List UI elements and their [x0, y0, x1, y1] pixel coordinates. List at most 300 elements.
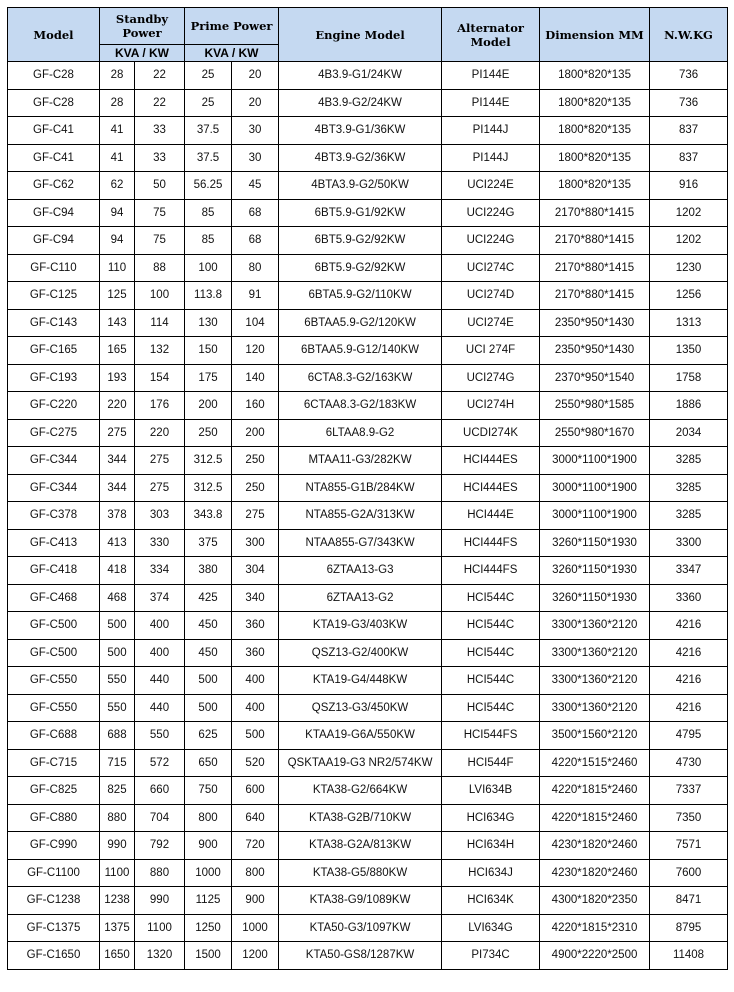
- alternator-model-cell: HCI544C: [442, 694, 540, 722]
- model-cell: GF-C94: [8, 227, 100, 255]
- standby-kw-cell: 374: [135, 584, 185, 612]
- standby-kw-cell: 704: [135, 804, 185, 832]
- standby-kw-cell: 22: [135, 89, 185, 117]
- header-standby-units: KVA / KW: [100, 45, 185, 62]
- standby-kw-cell: 990: [135, 887, 185, 915]
- alternator-model-cell: HCI544C: [442, 667, 540, 695]
- weight-cell: 3347: [650, 557, 728, 585]
- table-row: [8, 942, 728, 970]
- standby-kva-cell: 41: [100, 117, 135, 145]
- engine-model-cell: QSZ13-G2/400KW: [279, 639, 442, 667]
- weight-cell: 1202: [650, 227, 728, 255]
- standby-kva-cell: 688: [100, 722, 135, 750]
- weight-cell: 1230: [650, 254, 728, 282]
- model-cell: GF-C550: [8, 667, 100, 695]
- weight-cell: 1202: [650, 199, 728, 227]
- model-cell: GF-C500: [8, 639, 100, 667]
- dimension-cell: 4220*1815*2460: [540, 777, 650, 805]
- weight-cell: 8471: [650, 887, 728, 915]
- standby-kw-cell: 660: [135, 777, 185, 805]
- weight-cell: 3285: [650, 474, 728, 502]
- engine-model-cell: NTA855-G1B/284KW: [279, 474, 442, 502]
- prime-kva-cell: 375: [185, 529, 232, 557]
- prime-kw-cell: 140: [232, 364, 279, 392]
- dimension-cell: 1800*820*135: [540, 62, 650, 90]
- weight-cell: 3285: [650, 447, 728, 475]
- standby-kw-cell: 88: [135, 254, 185, 282]
- engine-model-cell: 6ZTAA13-G3: [279, 557, 442, 585]
- prime-kva-cell: 85: [185, 227, 232, 255]
- table-row: [8, 392, 728, 420]
- standby-kva-cell: 28: [100, 89, 135, 117]
- weight-cell: 1758: [650, 364, 728, 392]
- engine-model-cell: 4BTA3.9-G2/50KW: [279, 172, 442, 200]
- standby-kva-cell: 500: [100, 612, 135, 640]
- alternator-model-cell: HCI634H: [442, 832, 540, 860]
- standby-kva-cell: 94: [100, 227, 135, 255]
- prime-kva-cell: 25: [185, 62, 232, 90]
- dimension-cell: 2170*880*1415: [540, 282, 650, 310]
- dimension-cell: 1800*820*135: [540, 172, 650, 200]
- standby-kva-cell: 1100: [100, 859, 135, 887]
- engine-model-cell: 6BTAA5.9-G2/120KW: [279, 309, 442, 337]
- prime-kva-cell: 312.5: [185, 447, 232, 475]
- engine-model-cell: KTA38-G2/664KW: [279, 777, 442, 805]
- engine-model-cell: KTA38-G9/1089KW: [279, 887, 442, 915]
- prime-kw-cell: 640: [232, 804, 279, 832]
- model-cell: GF-C880: [8, 804, 100, 832]
- table-row: [8, 529, 728, 557]
- table-row: [8, 832, 728, 860]
- prime-kva-cell: 250: [185, 419, 232, 447]
- prime-kw-cell: 304: [232, 557, 279, 585]
- prime-kw-cell: 160: [232, 392, 279, 420]
- prime-kva-cell: 900: [185, 832, 232, 860]
- model-cell: GF-C28: [8, 89, 100, 117]
- table-row: [8, 722, 728, 750]
- engine-model-cell: QSZ13-G3/450KW: [279, 694, 442, 722]
- prime-kva-cell: 1125: [185, 887, 232, 915]
- prime-kw-cell: 360: [232, 639, 279, 667]
- engine-model-cell: KTA19-G4/448KW: [279, 667, 442, 695]
- engine-model-cell: NTAA855-G7/343KW: [279, 529, 442, 557]
- model-cell: GF-C468: [8, 584, 100, 612]
- model-cell: GF-C418: [8, 557, 100, 585]
- alternator-model-cell: UCI224G: [442, 227, 540, 255]
- weight-cell: 1886: [650, 392, 728, 420]
- prime-kw-cell: 600: [232, 777, 279, 805]
- table-row: [8, 227, 728, 255]
- prime-kw-cell: 720: [232, 832, 279, 860]
- engine-model-cell: KTA38-G2A/813KW: [279, 832, 442, 860]
- prime-kw-cell: 80: [232, 254, 279, 282]
- model-cell: GF-C500: [8, 612, 100, 640]
- weight-cell: 2034: [650, 419, 728, 447]
- prime-kw-cell: 300: [232, 529, 279, 557]
- standby-kw-cell: 880: [135, 859, 185, 887]
- header-engine-model: Engine Model: [279, 8, 442, 62]
- weight-cell: 7350: [650, 804, 728, 832]
- engine-model-cell: KTA38-G2B/710KW: [279, 804, 442, 832]
- weight-cell: 4216: [650, 667, 728, 695]
- dimension-cell: 4220*1815*2310: [540, 914, 650, 942]
- table-row: [8, 667, 728, 695]
- standby-kva-cell: 468: [100, 584, 135, 612]
- dimension-cell: 2170*880*1415: [540, 227, 650, 255]
- standby-kw-cell: 792: [135, 832, 185, 860]
- model-cell: GF-C62: [8, 172, 100, 200]
- table-row: [8, 447, 728, 475]
- standby-kw-cell: 1100: [135, 914, 185, 942]
- standby-kw-cell: 275: [135, 474, 185, 502]
- table-row: [8, 337, 728, 365]
- engine-model-cell: 6BT5.9-G1/92KW: [279, 199, 442, 227]
- weight-cell: 3285: [650, 502, 728, 530]
- table-row: [8, 749, 728, 777]
- table-row: [8, 282, 728, 310]
- standby-kva-cell: 62: [100, 172, 135, 200]
- weight-cell: 8795: [650, 914, 728, 942]
- alternator-model-cell: HCI634J: [442, 859, 540, 887]
- prime-kva-cell: 425: [185, 584, 232, 612]
- engine-model-cell: NTA855-G2A/313KW: [279, 502, 442, 530]
- dimension-cell: 3260*1150*1930: [540, 584, 650, 612]
- prime-kw-cell: 360: [232, 612, 279, 640]
- table-row: [8, 914, 728, 942]
- standby-kw-cell: 176: [135, 392, 185, 420]
- prime-kva-cell: 625: [185, 722, 232, 750]
- table-row: [8, 62, 728, 90]
- alternator-model-cell: HCI444ES: [442, 474, 540, 502]
- alternator-model-cell: HCI544FS: [442, 722, 540, 750]
- weight-cell: 1256: [650, 282, 728, 310]
- standby-kva-cell: 825: [100, 777, 135, 805]
- standby-kva-cell: 94: [100, 199, 135, 227]
- engine-model-cell: 4B3.9-G2/24KW: [279, 89, 442, 117]
- standby-kva-cell: 550: [100, 667, 135, 695]
- standby-kw-cell: 400: [135, 612, 185, 640]
- standby-kw-cell: 100: [135, 282, 185, 310]
- dimension-cell: 3300*1360*2120: [540, 694, 650, 722]
- dimension-cell: 2170*880*1415: [540, 254, 650, 282]
- prime-kw-cell: 30: [232, 117, 279, 145]
- prime-kva-cell: 25: [185, 89, 232, 117]
- model-cell: GF-C1238: [8, 887, 100, 915]
- prime-kva-cell: 343.8: [185, 502, 232, 530]
- alternator-model-cell: HCI444FS: [442, 557, 540, 585]
- weight-cell: 1350: [650, 337, 728, 365]
- model-cell: GF-C28: [8, 62, 100, 90]
- model-cell: GF-C344: [8, 474, 100, 502]
- dimension-cell: 2350*950*1430: [540, 309, 650, 337]
- model-cell: GF-C413: [8, 529, 100, 557]
- engine-model-cell: 6BTA5.9-G2/110KW: [279, 282, 442, 310]
- standby-kva-cell: 143: [100, 309, 135, 337]
- prime-kva-cell: 175: [185, 364, 232, 392]
- engine-model-cell: 4B3.9-G1/24KW: [279, 62, 442, 90]
- prime-kw-cell: 340: [232, 584, 279, 612]
- model-cell: GF-C165: [8, 337, 100, 365]
- model-cell: GF-C550: [8, 694, 100, 722]
- standby-kva-cell: 28: [100, 62, 135, 90]
- prime-kw-cell: 250: [232, 474, 279, 502]
- table-row: [8, 502, 728, 530]
- prime-kw-cell: 45: [232, 172, 279, 200]
- engine-model-cell: MTAA11-G3/282KW: [279, 447, 442, 475]
- model-cell: GF-C143: [8, 309, 100, 337]
- standby-kva-cell: 41: [100, 144, 135, 172]
- dimension-cell: 2170*880*1415: [540, 199, 650, 227]
- alternator-model-cell: HCI444ES: [442, 447, 540, 475]
- weight-cell: 837: [650, 144, 728, 172]
- prime-kva-cell: 650: [185, 749, 232, 777]
- table-row: [8, 172, 728, 200]
- standby-kva-cell: 550: [100, 694, 135, 722]
- prime-kw-cell: 400: [232, 694, 279, 722]
- engine-model-cell: QSKTAA19-G3 NR2/574KW: [279, 749, 442, 777]
- engine-model-cell: 6CTA8.3-G2/163KW: [279, 364, 442, 392]
- standby-kw-cell: 114: [135, 309, 185, 337]
- alternator-model-cell: HCI444E: [442, 502, 540, 530]
- table-row: [8, 199, 728, 227]
- standby-kw-cell: 22: [135, 62, 185, 90]
- alternator-model-cell: HCI544C: [442, 584, 540, 612]
- standby-kva-cell: 418: [100, 557, 135, 585]
- weight-cell: 3360: [650, 584, 728, 612]
- table-row: [8, 117, 728, 145]
- standby-kw-cell: 440: [135, 694, 185, 722]
- alternator-model-cell: PI734C: [442, 942, 540, 970]
- prime-kw-cell: 1000: [232, 914, 279, 942]
- engine-model-cell: KTA19-G3/403KW: [279, 612, 442, 640]
- standby-kva-cell: 275: [100, 419, 135, 447]
- model-cell: GF-C110: [8, 254, 100, 282]
- alternator-model-cell: HCI634G: [442, 804, 540, 832]
- standby-kva-cell: 344: [100, 474, 135, 502]
- dimension-cell: 3500*1560*2120: [540, 722, 650, 750]
- alternator-model-cell: UCI274C: [442, 254, 540, 282]
- dimension-cell: 3000*1100*1900: [540, 447, 650, 475]
- dimension-cell: 4230*1820*2460: [540, 859, 650, 887]
- model-cell: GF-C1375: [8, 914, 100, 942]
- prime-kw-cell: 900: [232, 887, 279, 915]
- prime-kva-cell: 113.8: [185, 282, 232, 310]
- standby-kva-cell: 165: [100, 337, 135, 365]
- dimension-cell: 3300*1360*2120: [540, 639, 650, 667]
- table-row: [8, 309, 728, 337]
- standby-kva-cell: 193: [100, 364, 135, 392]
- alternator-model-cell: HCI544F: [442, 749, 540, 777]
- table-row: [8, 584, 728, 612]
- standby-kw-cell: 33: [135, 117, 185, 145]
- weight-cell: 736: [650, 89, 728, 117]
- generator-spec-table: [7, 7, 728, 970]
- header-prime-units: KVA / KW: [185, 45, 279, 62]
- alternator-model-cell: UCDI274K: [442, 419, 540, 447]
- prime-kva-cell: 312.5: [185, 474, 232, 502]
- alternator-model-cell: LVI634G: [442, 914, 540, 942]
- prime-kva-cell: 800: [185, 804, 232, 832]
- table-row: [8, 144, 728, 172]
- prime-kw-cell: 275: [232, 502, 279, 530]
- dimension-cell: 3260*1150*1930: [540, 557, 650, 585]
- standby-kva-cell: 715: [100, 749, 135, 777]
- prime-kw-cell: 30: [232, 144, 279, 172]
- standby-kva-cell: 1650: [100, 942, 135, 970]
- prime-kva-cell: 1000: [185, 859, 232, 887]
- prime-kva-cell: 500: [185, 667, 232, 695]
- prime-kva-cell: 500: [185, 694, 232, 722]
- weight-cell: 7337: [650, 777, 728, 805]
- dimension-cell: 1800*820*135: [540, 144, 650, 172]
- alternator-model-cell: UCI 274F: [442, 337, 540, 365]
- standby-kw-cell: 75: [135, 199, 185, 227]
- prime-kw-cell: 520: [232, 749, 279, 777]
- alternator-model-cell: PI144E: [442, 89, 540, 117]
- standby-kva-cell: 378: [100, 502, 135, 530]
- alternator-model-cell: UCI274D: [442, 282, 540, 310]
- model-cell: GF-C715: [8, 749, 100, 777]
- prime-kw-cell: 200: [232, 419, 279, 447]
- prime-kva-cell: 56.25: [185, 172, 232, 200]
- header-dimension: Dimension MM: [540, 8, 650, 62]
- standby-kw-cell: 330: [135, 529, 185, 557]
- weight-cell: 4216: [650, 612, 728, 640]
- header-standby-power: Standby Power: [100, 8, 185, 45]
- weight-cell: 916: [650, 172, 728, 200]
- prime-kw-cell: 800: [232, 859, 279, 887]
- weight-cell: 7600: [650, 859, 728, 887]
- prime-kw-cell: 91: [232, 282, 279, 310]
- alternator-model-cell: PI144J: [442, 144, 540, 172]
- table-row: [8, 612, 728, 640]
- weight-cell: 736: [650, 62, 728, 90]
- standby-kva-cell: 1238: [100, 887, 135, 915]
- dimension-cell: 1800*820*135: [540, 117, 650, 145]
- standby-kva-cell: 110: [100, 254, 135, 282]
- prime-kva-cell: 1500: [185, 942, 232, 970]
- prime-kw-cell: 1200: [232, 942, 279, 970]
- model-cell: GF-C275: [8, 419, 100, 447]
- prime-kva-cell: 150: [185, 337, 232, 365]
- dimension-cell: 2550*980*1585: [540, 392, 650, 420]
- dimension-cell: 2370*950*1540: [540, 364, 650, 392]
- alternator-model-cell: UCI224G: [442, 199, 540, 227]
- table-row: [8, 887, 728, 915]
- table-row: [8, 419, 728, 447]
- table-row: [8, 859, 728, 887]
- prime-kva-cell: 130: [185, 309, 232, 337]
- prime-kw-cell: 500: [232, 722, 279, 750]
- alternator-model-cell: UCI274G: [442, 364, 540, 392]
- standby-kva-cell: 1375: [100, 914, 135, 942]
- alternator-model-cell: HCI544C: [442, 639, 540, 667]
- prime-kva-cell: 37.5: [185, 117, 232, 145]
- standby-kva-cell: 990: [100, 832, 135, 860]
- prime-kw-cell: 68: [232, 227, 279, 255]
- standby-kva-cell: 344: [100, 447, 135, 475]
- prime-kva-cell: 85: [185, 199, 232, 227]
- model-cell: GF-C990: [8, 832, 100, 860]
- standby-kva-cell: 880: [100, 804, 135, 832]
- prime-kw-cell: 120: [232, 337, 279, 365]
- standby-kw-cell: 50: [135, 172, 185, 200]
- alternator-model-cell: HCI634K: [442, 887, 540, 915]
- standby-kw-cell: 440: [135, 667, 185, 695]
- engine-model-cell: KTA50-G3/1097KW: [279, 914, 442, 942]
- engine-model-cell: KTAA19-G6A/550KW: [279, 722, 442, 750]
- prime-kw-cell: 20: [232, 62, 279, 90]
- table-row: [8, 777, 728, 805]
- header-model: Model: [8, 8, 100, 62]
- weight-cell: 4730: [650, 749, 728, 777]
- standby-kva-cell: 413: [100, 529, 135, 557]
- engine-model-cell: KTA38-G5/880KW: [279, 859, 442, 887]
- alternator-model-cell: PI144J: [442, 117, 540, 145]
- model-cell: GF-C1100: [8, 859, 100, 887]
- standby-kw-cell: 33: [135, 144, 185, 172]
- dimension-cell: 3300*1360*2120: [540, 667, 650, 695]
- prime-kva-cell: 1250: [185, 914, 232, 942]
- engine-model-cell: 6BT5.9-G2/92KW: [279, 227, 442, 255]
- prime-kw-cell: 68: [232, 199, 279, 227]
- dimension-cell: 4220*1815*2460: [540, 804, 650, 832]
- standby-kw-cell: 220: [135, 419, 185, 447]
- model-cell: GF-C825: [8, 777, 100, 805]
- dimension-cell: 3300*1360*2120: [540, 612, 650, 640]
- prime-kva-cell: 200: [185, 392, 232, 420]
- table-row: [8, 639, 728, 667]
- table-row: [8, 254, 728, 282]
- prime-kva-cell: 37.5: [185, 144, 232, 172]
- dimension-cell: 2550*980*1670: [540, 419, 650, 447]
- standby-kva-cell: 500: [100, 639, 135, 667]
- header-alternator-model: Alternator Model: [442, 8, 540, 62]
- dimension-cell: 4220*1515*2460: [540, 749, 650, 777]
- table-row: [8, 804, 728, 832]
- weight-cell: 11408: [650, 942, 728, 970]
- prime-kw-cell: 104: [232, 309, 279, 337]
- engine-model-cell: 4BT3.9-G2/36KW: [279, 144, 442, 172]
- dimension-cell: 4900*2220*2500: [540, 942, 650, 970]
- dimension-cell: 2350*950*1430: [540, 337, 650, 365]
- weight-cell: 837: [650, 117, 728, 145]
- prime-kva-cell: 750: [185, 777, 232, 805]
- table-row: [8, 89, 728, 117]
- weight-cell: 7571: [650, 832, 728, 860]
- weight-cell: 3300: [650, 529, 728, 557]
- standby-kw-cell: 400: [135, 639, 185, 667]
- table-row: [8, 474, 728, 502]
- table-body: [8, 62, 728, 970]
- standby-kw-cell: 550: [135, 722, 185, 750]
- model-cell: GF-C1650: [8, 942, 100, 970]
- alternator-model-cell: UCI224E: [442, 172, 540, 200]
- engine-model-cell: 6LTAA8.9-G2: [279, 419, 442, 447]
- prime-kw-cell: 20: [232, 89, 279, 117]
- prime-kva-cell: 100: [185, 254, 232, 282]
- dimension-cell: 4300*1820*2350: [540, 887, 650, 915]
- alternator-model-cell: LVI634B: [442, 777, 540, 805]
- prime-kva-cell: 380: [185, 557, 232, 585]
- dimension-cell: 3000*1100*1900: [540, 502, 650, 530]
- standby-kva-cell: 220: [100, 392, 135, 420]
- dimension-cell: 3000*1100*1900: [540, 474, 650, 502]
- model-cell: GF-C41: [8, 117, 100, 145]
- model-cell: GF-C125: [8, 282, 100, 310]
- alternator-model-cell: HCI444FS: [442, 529, 540, 557]
- model-cell: GF-C220: [8, 392, 100, 420]
